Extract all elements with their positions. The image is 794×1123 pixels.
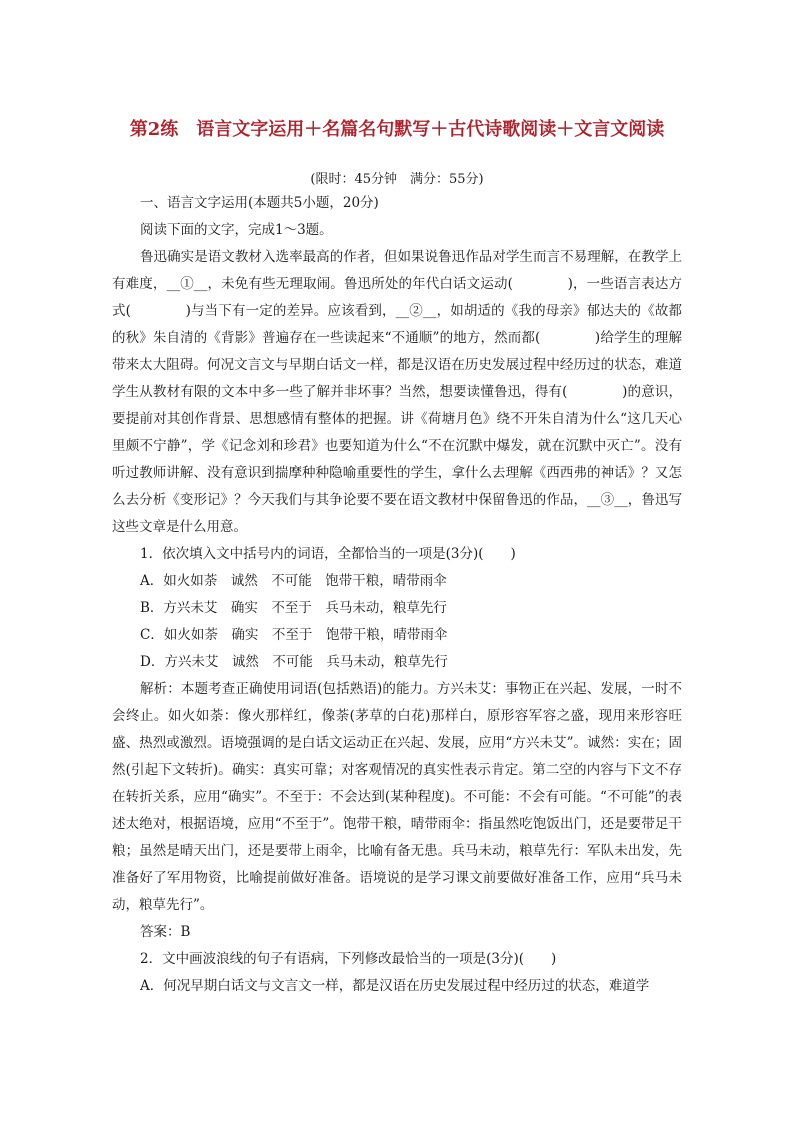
page-title: 第2练 语言文字运用＋名篇名句默写＋古代诗歌阅读＋文言文阅读	[129, 119, 665, 140]
question-1-analysis: 解析：本题考查正确使用词语(包括熟语)的能力。方兴未艾：事物正在兴起、发展，一时不会终止。如火如荼：像火那样红，像荼(茅草的白花)那样白，原形容军容之盛，现用来形容旺盛、热烈或激烈。语境强调的是白话文运动正在兴起、发展，应用“方兴未艾”。诚然：实在；固然(引起下文转折)。确实：真实可靠；对客观情况的真实性表示肯定。第二空的内容与下文不存在转折关系，应用“确实”。不至于：不会达到(某种程度)。不可能：不会有可能。“不可能”的表述太绝对，根据语境，应用“不至于”。饱带干粮，晴带雨伞：指虽然吃饱饭出门，还是要带足干粮；虽然是晴天出门，还是要带上雨伞，比喻有备无患。兵马未动，粮草先行：军队未出发，先准备好了军用物资，比喻提前做好准备。语境说的是学习课文前要做好准备工作，应用“兵马未动，粮草先行”。	[112, 681, 682, 913]
question-1-option-d: D．方兴未艾 诚然 不可能 兵马未动，粮草先行	[140, 654, 448, 670]
question-1-option-c: C．如火如荼 确实 不至于 饱带干粮，晴带雨伞	[140, 627, 448, 643]
passage-paragraph: 鲁迅确实是语文教材入选率最高的作者，但如果说鲁迅作品对学生而言不易理解，在教学上有难度，__①__，未免有些无理取闹。鲁迅所处的年代白话文运动( )，一些语言表达方式( )与当下有一定的差异。应该看到，__②__，如胡适的《我的母亲》郁达夫的《故都的秋》朱自清的《背影》普遍存在一些读起来“不通顺”的地方，然而都( )给学生的理解带来太大阻碍。何况文言文与早期白话文一样，都是汉语在历史发展过程中经历过的状态，难道学生从教材有限的文本中多一些了解并非坏事？当然，想要读懂鲁迅，得有( )的意识，要提前对其创作背景、思想感情有整体的把握。讲《荷塘月色》绕不开朱自清为什么“这几天心里颇不宁静”，学《记念刘和珍君》也要知道为什么“不在沉默中爆发，就在沉默中灭亡”。没有听过教师讲解、没有意识到揣摩种种隐喻重要性的学生，拿什么去理解《西西弗的神话》？又怎么去分析《变形记》？今天我们与其争论要不要在语文教材中保留鲁迅的作品，__③__，鲁迅写这些文章是什么用意。	[112, 249, 682, 535]
question-1-answer: 答案：B	[140, 924, 191, 940]
question-1-option-a: A．如火如荼 诚然 不可能 饱带干粮，晴带雨伞	[140, 573, 447, 589]
document-body	[112, 190, 682, 1000]
question-2-stem: 2．文中画波浪线的句子有语病，下列修改最恰当的一项是(3分)( )	[140, 951, 557, 967]
question-1-stem: 1．依次填入文中括号内的词语，全都恰当的一项是(3分)( )	[140, 546, 516, 562]
question-2-option-a: A．何况早期白话文与文言文一样，都是汉语在历史发展过程中经历过的状态，难道学	[140, 978, 650, 994]
question-1-option-b: B．方兴未艾 确实 不至于 兵马未动，粮草先行	[140, 600, 447, 616]
time-limit: (限时：45分钟 满分：55分)	[310, 172, 484, 187]
section-heading: 一、语言文字运用(本题共5小题，20分)	[140, 195, 379, 211]
instruction: 阅读下面的文字，完成1～3题。	[140, 222, 333, 238]
